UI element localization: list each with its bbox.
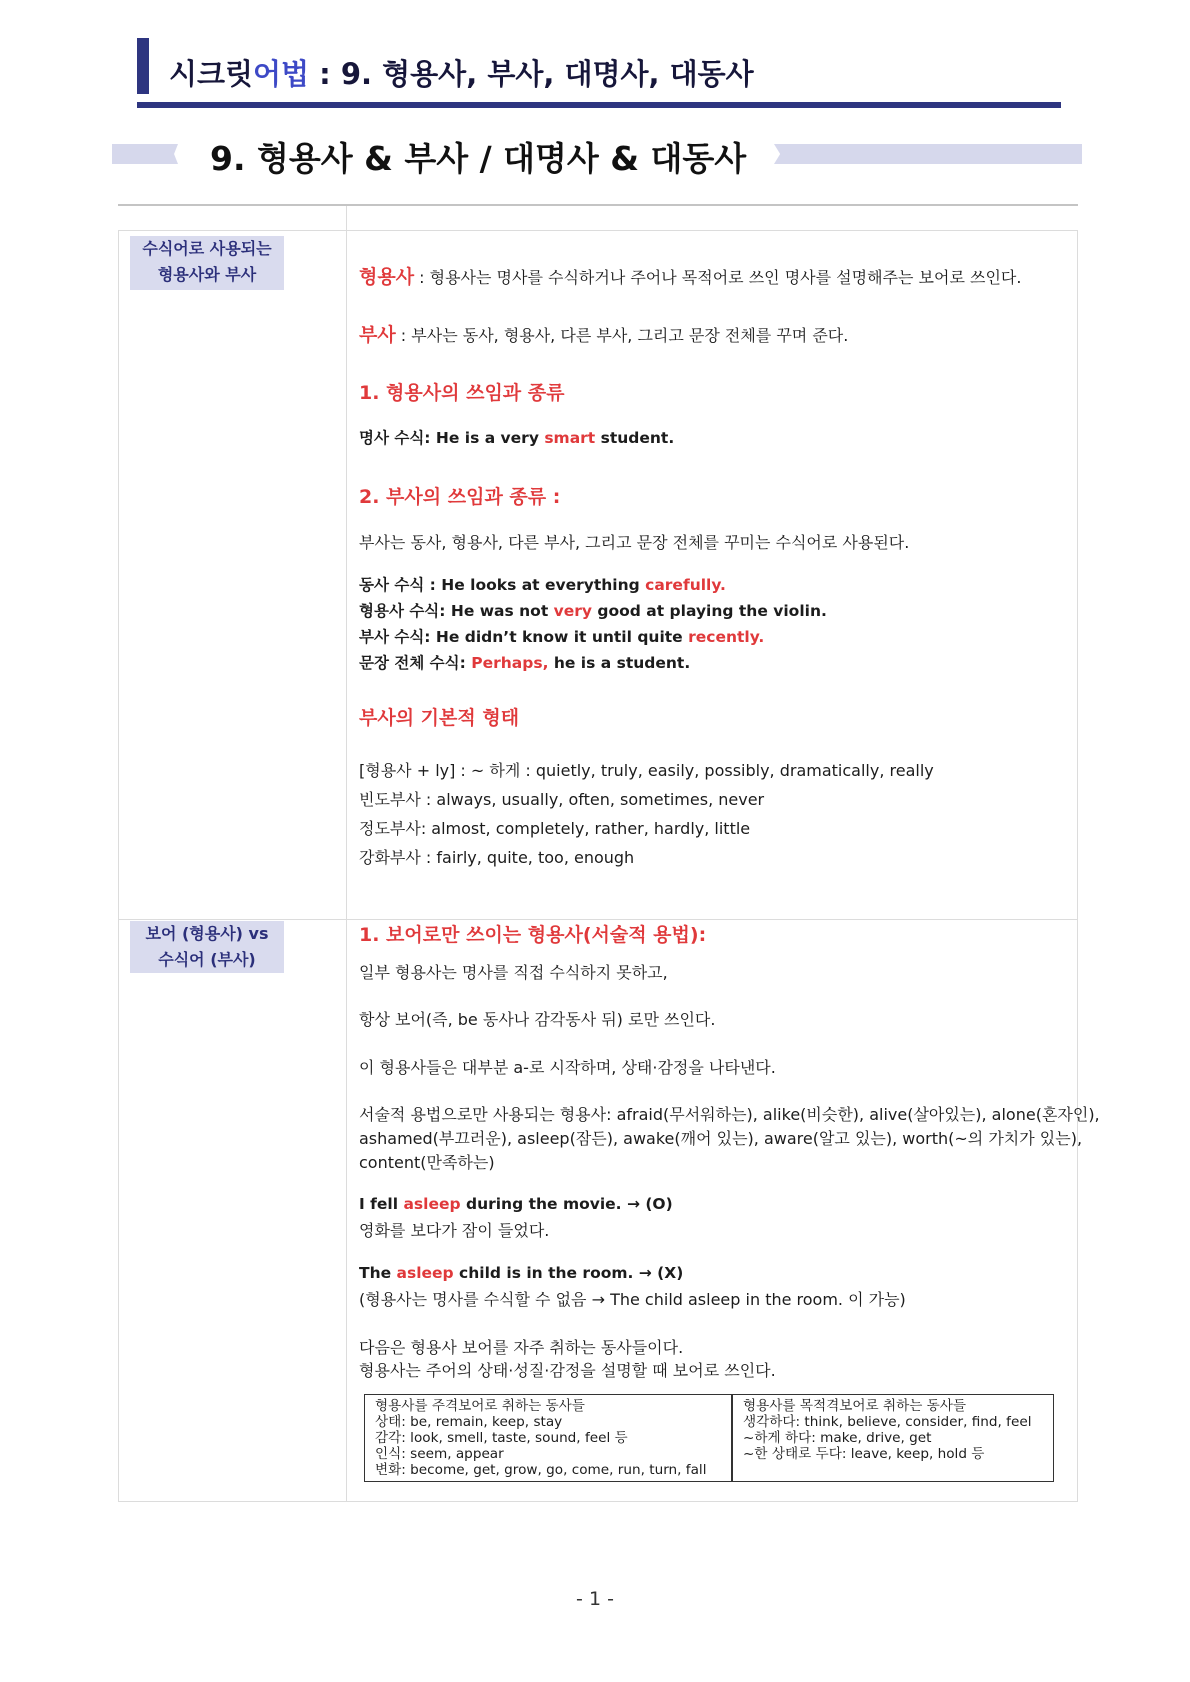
section-label-line2: 수식어 (부사) <box>158 950 256 969</box>
example-text: 형용사 수식: He was not <box>359 602 554 620</box>
adverb-term: 부사 <box>359 324 396 346</box>
example-highlight: asleep <box>396 1264 454 1282</box>
example-text: he is a student. <box>548 654 691 672</box>
example-text: The <box>359 1264 397 1282</box>
example-noun-modifier <box>359 426 674 448</box>
adverb-form-ly: [형용사 + ly] : ~ 하게 : quietly, truly, easily, possibly, dramatically, really <box>359 761 934 780</box>
section-label-modifiers <box>130 236 284 290</box>
example-incorrect <box>359 1264 683 1282</box>
table-border-left <box>118 230 119 1502</box>
verbs-table-left-column <box>375 1398 706 1478</box>
example-highlight: very <box>553 602 593 620</box>
header-title-prefix: 시크릿 <box>169 57 254 91</box>
example-highlight: Perhaps, <box>471 654 549 672</box>
adverb-def-text: : 부사는 동사, 형용사, 다른 부사, 그리고 문장 전체를 꾸며 준다. <box>395 326 849 345</box>
page-number: - 1 - <box>576 1588 614 1610</box>
adjective-term: 형용사 <box>359 266 415 288</box>
verbs-table-cell: ~한 상태로 두다: leave, keep, hold 등 <box>743 1446 985 1462</box>
example-highlight: smart <box>544 429 596 447</box>
header-rule <box>137 102 1061 108</box>
example-text: I fell <box>359 1195 404 1213</box>
heading-predicative-adjectives: 1. 보어로만 쓰이는 형용사(서술적 용법): <box>359 924 707 946</box>
heading-adjective-usage: 1. 형용사의 쓰임과 종류 <box>359 382 565 404</box>
example-text: child is in the room. → (X) <box>453 1264 684 1282</box>
section-label-line2: 형용사와 부사 <box>157 265 257 284</box>
heading-adverb-forms: 부사의 기본적 형태 <box>359 707 520 729</box>
section-label-line1: 수식어로 사용되는 <box>142 239 272 258</box>
adverb-definition <box>359 320 848 347</box>
table-header-rule <box>118 230 1078 231</box>
adverb-form-frequency: 빈도부사 : always, usually, often, sometimes, never <box>359 790 765 809</box>
table-bottom-rule <box>118 1501 1078 1502</box>
example-highlight: carefully. <box>645 576 726 594</box>
predicative-list-line: content(만족하는) <box>359 1153 495 1172</box>
adverb-form-degree: 정도부사: almost, completely, rather, hardly, little <box>359 819 751 838</box>
verbs-table-divider <box>731 1395 733 1481</box>
verbs-table-cell: 형용사를 주격보어로 취하는 동사들 <box>375 1398 585 1414</box>
verbs-table-cell: 형용사를 목적격보어로 취하는 동사들 <box>743 1398 967 1414</box>
verbs-table-cell: 생각하다: think, believe, consider, find, feel <box>743 1414 1032 1430</box>
header-accent-bar <box>137 38 149 94</box>
verbs-table-cell: 상태: be, remain, keep, stay <box>375 1414 563 1430</box>
section-banner <box>112 130 1082 180</box>
table-column-divider <box>346 206 347 1502</box>
header-title-accent: 어법 <box>253 57 310 91</box>
example-sentence-modifier <box>359 651 690 673</box>
verbs-table-right-column <box>743 1398 1031 1462</box>
adverb-description: 부사는 동사, 형용사, 다른 부사, 그리고 문장 전체를 꾸미는 수식어로 사용된다. <box>359 533 910 552</box>
paragraph-line: 항상 보어(즉, be 동사나 감각동사 뒤) 로만 쓰인다. <box>359 1010 716 1029</box>
verbs-table-cell: 변화: become, get, grow, go, come, run, turn, fall <box>375 1462 707 1478</box>
example-adjective-modifier <box>359 599 827 621</box>
paragraph-line: 일부 형용사는 명사를 직접 수식하지 못하고, <box>359 963 668 982</box>
verbs-table-cell: 인식: seem, appear <box>375 1446 504 1462</box>
example-text: 명사 수식: He is a very <box>359 429 545 447</box>
example-text: 동사 수식 : He looks at everything <box>359 576 646 594</box>
banner-title: 9. 형용사 & 부사 / 대명사 & 대동사 <box>210 139 747 178</box>
paragraph-line: 이 형용사들은 대부분 a-로 시작하며, 상태·감정을 나타낸다. <box>359 1058 776 1077</box>
adverb-form-intensifier: 강화부사 : fairly, quite, too, enough <box>359 848 635 867</box>
table-border-right <box>1077 230 1078 1502</box>
example-adverb-modifier <box>359 625 764 647</box>
predicative-list-line: ashamed(부끄러운), asleep(잠든), awake(깨어 있는), aware(알고 있는), worth(~의 가치가 있는), <box>359 1129 1083 1148</box>
header-title <box>169 52 754 93</box>
example-text: student. <box>595 429 675 447</box>
example-highlight: recently. <box>688 628 765 646</box>
example-verb-modifier <box>359 573 726 595</box>
predicative-list-line: 서술적 용법으로만 사용되는 형용사: afraid(무서워하는), alike(비슷한), alive(살아있는), alone(혼자인), <box>359 1105 1100 1124</box>
header-title-rest: : 9. 형용사, 부사, 대명사, 대동사 <box>309 57 754 91</box>
example-translation: 영화를 보다가 잠이 들었다. <box>359 1221 550 1240</box>
verbs-table-cell: 감각: look, smell, taste, sound, feel 등 <box>375 1430 628 1446</box>
verbs-table <box>364 1394 1054 1482</box>
section-label-line1: 보어 (형용사) vs <box>145 924 269 943</box>
document-header <box>137 38 1061 110</box>
paragraph-line: 형용사는 주어의 상태·성질·감정을 설명할 때 보어로 쓰인다. <box>359 1361 776 1380</box>
verbs-table-cell: ~하게 하다: make, drive, get <box>743 1430 932 1446</box>
example-text: 부사 수식: He didn’t know it until quite <box>359 628 689 646</box>
section-label-complement <box>130 921 284 973</box>
adjective-def-text: : 형용사는 명사를 수식하거나 주어나 목적어로 쓰인 명사를 설명해주는 보어로 쓰인다. <box>414 268 1022 287</box>
paragraph-line: 다음은 형용사 보어를 자주 취하는 동사들이다. <box>359 1338 684 1357</box>
example-text: good at playing the violin. <box>592 602 827 620</box>
adjective-definition <box>359 262 1021 289</box>
example-highlight: asleep <box>403 1195 461 1213</box>
example-text: during the movie. → (O) <box>460 1195 673 1213</box>
example-note: (형용사는 명사를 수식할 수 없음 → The child asleep in the room. 이 가능) <box>359 1290 906 1309</box>
example-text: 문장 전체 수식: <box>359 654 472 672</box>
banner-band-left <box>112 144 178 164</box>
banner-band-right <box>774 144 1082 164</box>
example-correct <box>359 1195 673 1213</box>
heading-adverb-usage: 2. 부사의 쓰임과 종류 : <box>359 486 561 508</box>
